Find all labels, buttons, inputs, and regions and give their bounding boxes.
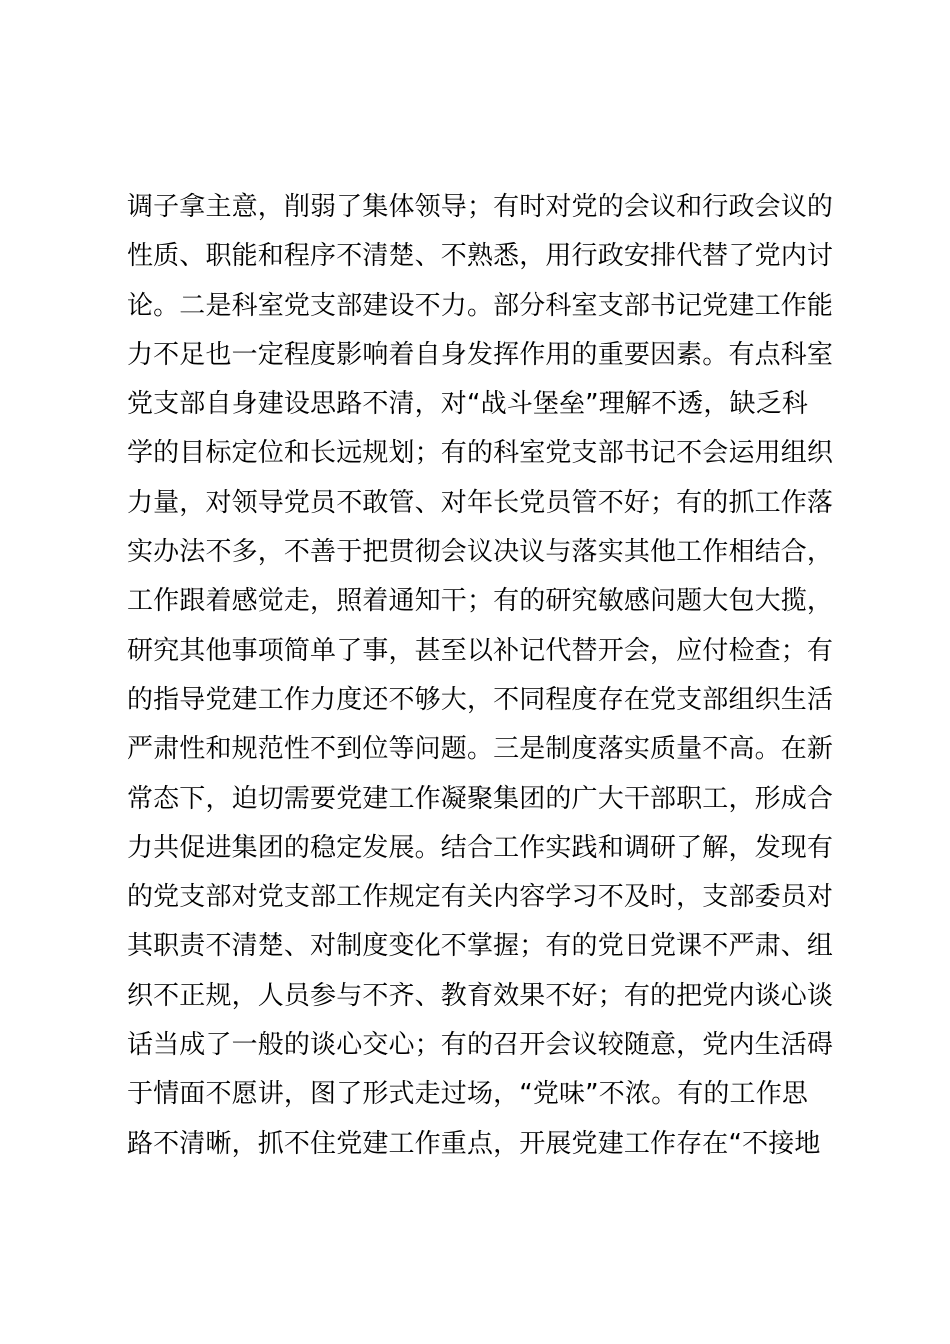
text-line-10: 研究其他事项简单了事，甚至以补记代替开会，应付检查；有 (127, 635, 833, 666)
text-line-4: 力不足也一定程度影响着自身发挥作用的重要因素。有点科室 (127, 339, 833, 370)
text-line-11: 的指导党建工作力度还不够大，不同程度存在党支部组织生活 (127, 684, 833, 715)
text-line-20: 路不清晰，抓不住党建工作重点，开展党建工作存在“不接地 (127, 1128, 821, 1159)
text-line-8: 实办法不多，不善于把贯彻会议决议与落实其他工作相结合， (127, 537, 833, 568)
text-line-1: 调子拿主意，削弱了集体领导；有时对党的会议和行政会议的 (127, 192, 833, 222)
text-line-3: 论。二是科室党支部建设不力。部分科室支部书记党建工作能 (127, 290, 833, 321)
text-line-9: 工作跟着感觉走，照着通知干；有的研究敏感问题大包大揽， (127, 586, 833, 617)
text-line-7: 力量，对领导党员不敢管、对年长党员管不好；有的抓工作落 (127, 487, 833, 518)
text-line-5: 党支部自身建设思路不清，对“战斗堡垒”理解不透，缺乏科 (127, 389, 808, 420)
body-text (127, 183, 833, 1169)
text-line-18: 话当成了一般的谈心交心；有的召开会议较随意，党内生活碍 (127, 1030, 833, 1061)
text-line-15: 的党支部对党支部工作规定有关内容学习不及时，支部委员对 (127, 882, 833, 913)
text-line-16: 其职责不清楚、对制度变化不掌握；有的党日党课不严肃、组 (127, 931, 833, 962)
text-line-14: 力共促进集团的稳定发展。结合工作实践和调研了解，发现有 (127, 832, 833, 863)
text-line-19: 于情面不愿讲，图了形式走过场，“党味”不浓。有的工作思 (127, 1079, 808, 1110)
text-line-2: 性质、职能和程序不清楚、不熟悉，用行政安排代替了党内讨 (127, 241, 833, 272)
text-line-12: 严肃性和规范性不到位等问题。三是制度落实质量不高。在新 (127, 734, 833, 765)
text-line-13: 常态下，迫切需要党建工作凝聚集团的广大干部职工，形成合 (127, 783, 833, 814)
text-line-6: 学的目标定位和长远规划；有的科室党支部书记不会运用组织 (127, 438, 833, 469)
text-line-17: 织不正规，人员参与不齐、教育效果不好；有的把党内谈心谈 (127, 980, 833, 1011)
